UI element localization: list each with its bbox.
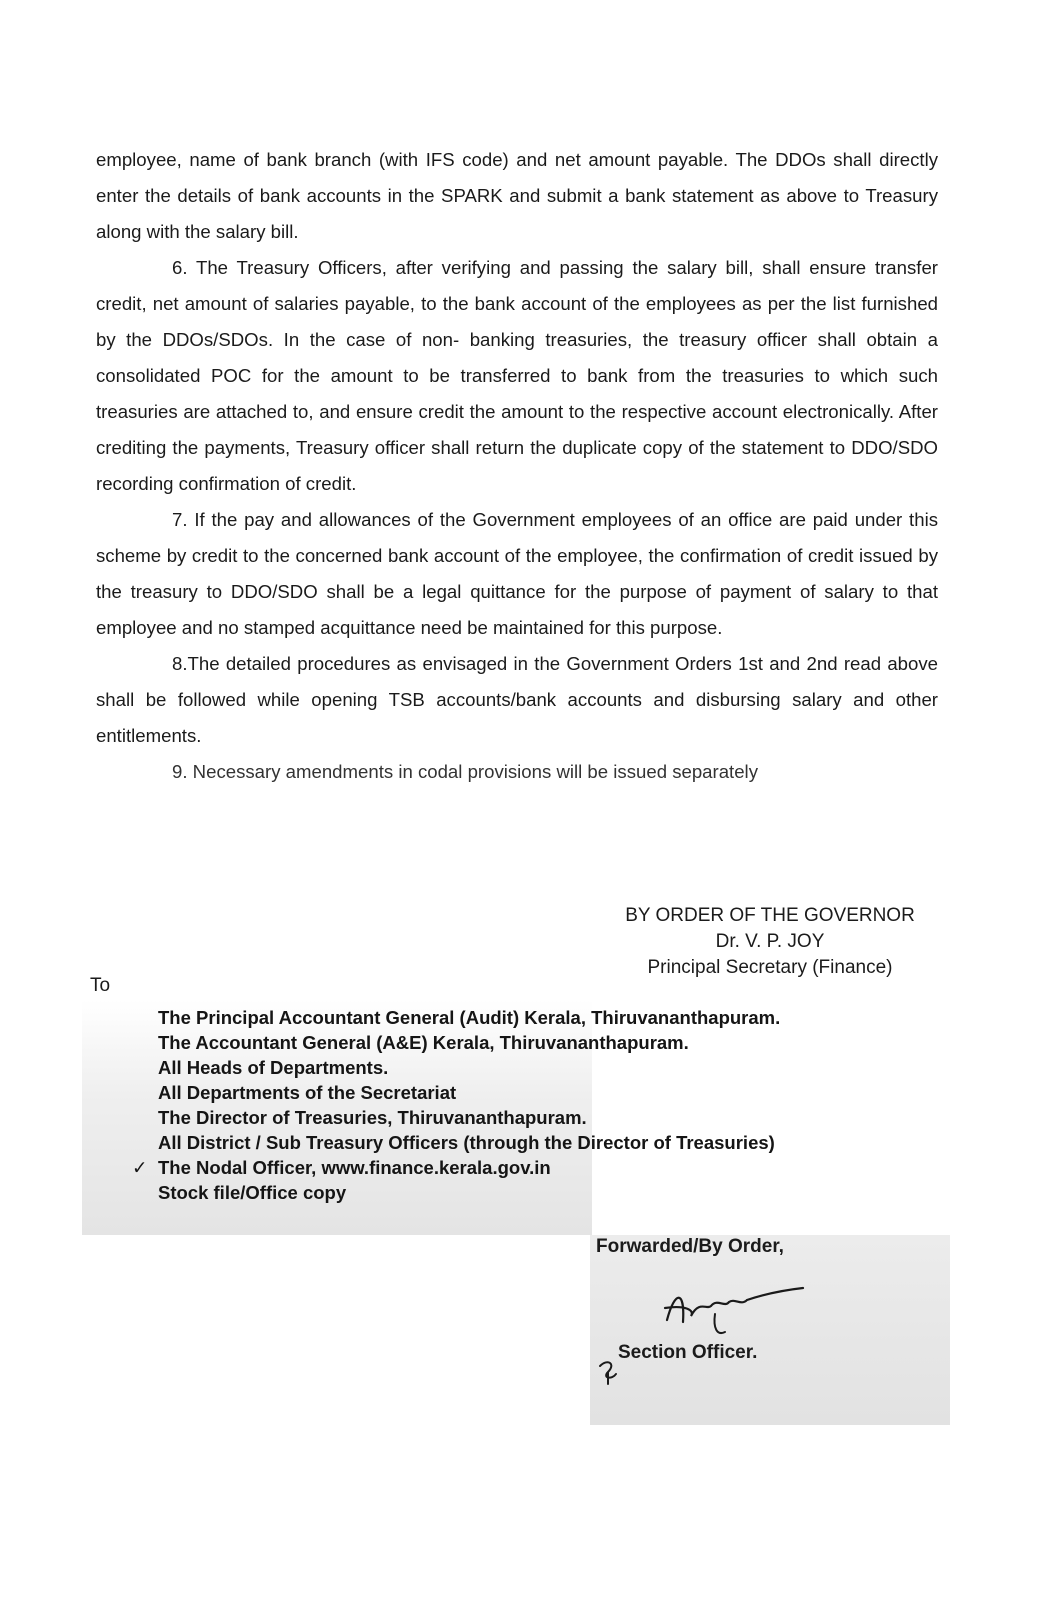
recipient-item-ticked	[132, 1155, 878, 1180]
recipient-item: The Principal Accountant General (Audit) Kerala, Thiruvananthapuram.	[158, 1007, 781, 1028]
check-mark-icon: ✓	[132, 1157, 148, 1178]
forwarded-line: Forwarded/By Order,	[596, 1236, 784, 1257]
order-line: BY ORDER OF THE GOVERNOR	[625, 905, 915, 926]
signatory-designation: Principal Secretary (Finance)	[647, 957, 893, 978]
signature-block	[600, 903, 940, 981]
recipient-list	[132, 1005, 878, 1205]
paragraph-9: 9. Necessary amendments in codal provisions will be issued separately	[172, 761, 758, 782]
paragraph-7: 7. If the pay and allowances of the Government employees of an office are paid under this scheme by credit to the concerned bank account of the employee, the confirmation of credit issued by the treasury to DDO/SDO shall be a legal quittance for the purpose of payment of salary to that employee and no stamped acquittance need be maintained for this purpose.	[96, 509, 938, 638]
signatory-name: Dr. V. P. JOY	[715, 931, 825, 952]
recipient-item: Stock file/Office copy	[158, 1182, 347, 1203]
paragraph-8: 8.The detailed procedures as envisaged in the Government Orders 1st and 2nd read above shall be followed while opening TSB accounts/bank accounts and disbursing salary and other entitlements.	[96, 653, 938, 746]
recipient-item: The Director of Treasuries, Thiruvananthapuram.	[158, 1107, 587, 1128]
paragraph-6: 6. The Treasury Officers, after verifying and passing the salary bill, shall ensure transfer credit, net amount of salaries payable, to the bank account of the employees as per the list furnished by the DDOs/SDOs. In the case of non- banking treasuries, the treasury officer shall obtain a consolidated POC for the amount to be transferred to bank from the treasuries to which such treasuries are attached to, and ensure credit the amount to the respective account electronically. After crediting the payments, Treasury officer shall return the duplicate copy of the statement to DDO/SDO recording confirmation of credit.	[96, 257, 938, 494]
recipient-item: The Accountant General (A&E) Kerala, Thiruvananthapuram.	[158, 1032, 689, 1053]
recipient-item: All District / Sub Treasury Officers (through the Director of Treasuries)	[158, 1132, 775, 1153]
initials-mark	[594, 1356, 624, 1386]
recipient-item: The Nodal Officer, www.finance.kerala.gov.in	[158, 1157, 551, 1178]
recipient-item: All Departments of the Secretariat	[158, 1082, 457, 1103]
to-label: To	[90, 975, 111, 996]
order-body	[96, 142, 938, 790]
recipient-item: All Heads of Departments.	[158, 1057, 389, 1078]
handwritten-signature	[655, 1280, 805, 1340]
section-officer-label: Section Officer.	[618, 1342, 758, 1363]
paragraph-intro: employee, name of bank branch (with IFS code) and net amount payable. The DDOs shall directly enter the details of bank accounts in the SPARK and submit a bank statement as above to Treasury along with the salary bill.	[96, 149, 938, 242]
